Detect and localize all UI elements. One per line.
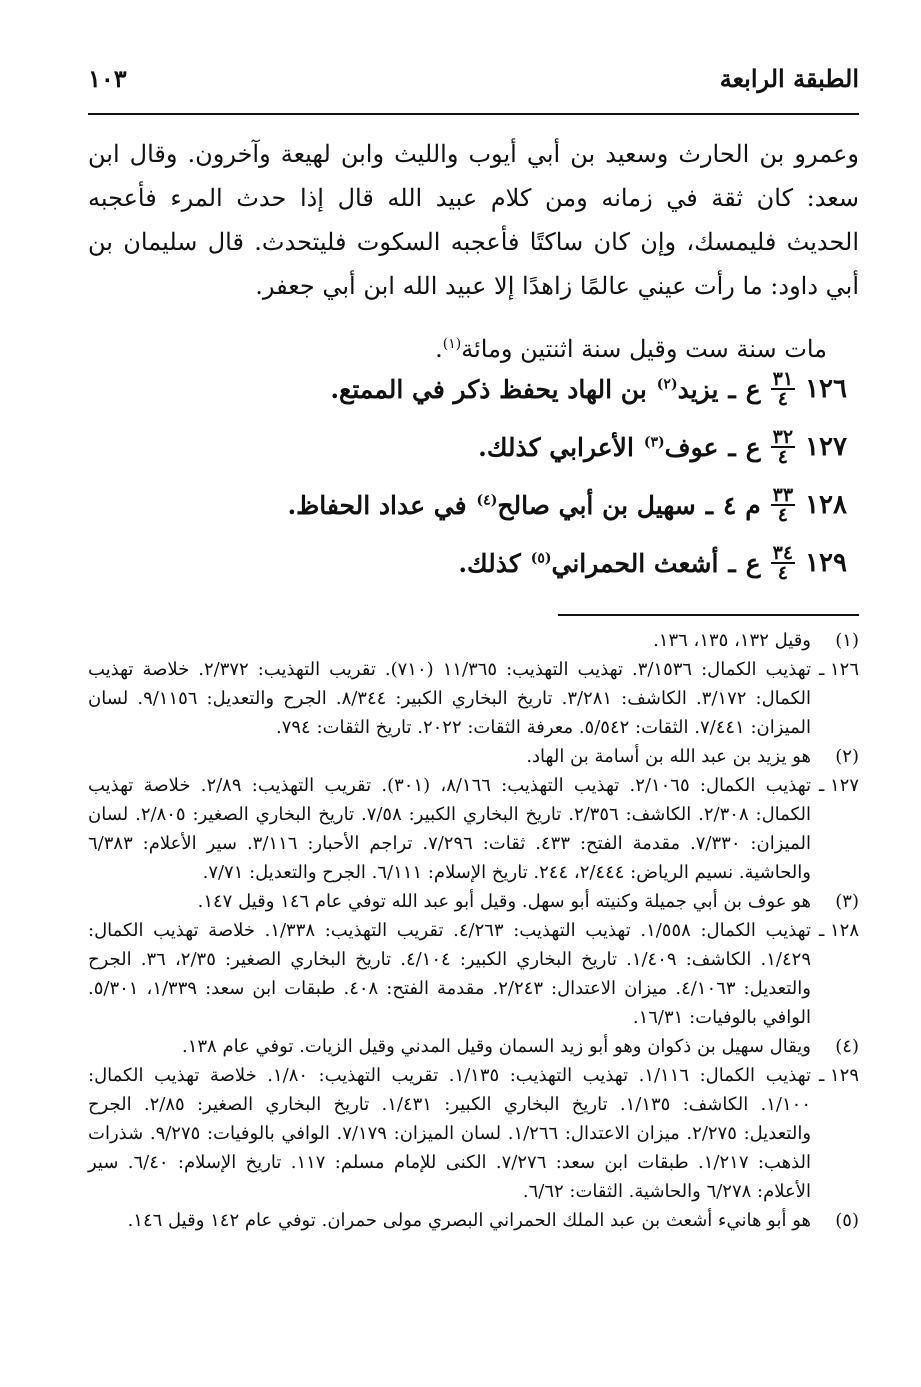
footnote [88, 742, 859, 771]
header-divider [88, 113, 859, 115]
source-note [88, 916, 859, 1032]
entry-code: ع [745, 432, 761, 462]
entry-dash: ـ [728, 374, 736, 404]
fraction-bottom: ٤ [777, 446, 788, 468]
entry-rest: في عداد الحفاظ. [287, 490, 467, 520]
footnote-text: وقيل ١٣٢، ١٣٥، ١٣٦. [653, 630, 811, 651]
footnote-ref: (١) [442, 336, 462, 352]
footnote [88, 626, 859, 655]
entry-rest: بن الهاد يحفظ ذكر في الممتع. [330, 374, 647, 404]
entry-name: يزيد [677, 374, 719, 404]
source-note [88, 655, 859, 742]
entry-fraction [771, 486, 795, 524]
footnote-ref: (٢) [656, 376, 678, 393]
source-note [88, 1061, 859, 1206]
narrator-entry [88, 476, 859, 534]
death-line-text: مات سنة ست وقيل سنة اثنتين ومائة [461, 335, 827, 363]
footnote-divider [558, 614, 859, 616]
entry-fraction [771, 428, 795, 466]
footnote-text: هو أبو هانيء أشعث بن عبد الملك الحمراني البصري مولى حمران. توفي عام ١٤٢ وقيل ١٤٦. [127, 1210, 811, 1231]
fraction-bottom: ٤ [777, 388, 788, 410]
page-header [88, 58, 859, 98]
entries-list [88, 360, 859, 592]
footnote [88, 887, 859, 916]
source-label: ١٢٧ ـ [818, 775, 859, 796]
entry-number: ١٢٧ [805, 432, 847, 462]
fraction-top: ٣٤ [772, 542, 794, 564]
footnote-label: (٥) [835, 1210, 859, 1231]
chapter-title: الطبقة الرابعة [719, 63, 859, 93]
footnote-text: هو عوف بن أبي جميلة وكنيته أبو سهل. وقيل أبو عبد الله توفي عام ١٤٦ وقيل ١٤٧. [197, 891, 811, 912]
entry-number: ١٢٨ [805, 490, 847, 520]
narrator-entry [88, 360, 859, 418]
footnote-label: (٢) [835, 746, 859, 767]
source-text: تهذيب الكمال: ١/٥٥٨. تهذيب التهذيب: ٤/٢٦٣. تقريب التهذيب: ١/٣٣٨. خلاصة تهذيب الكمال: ١/٤٢٩. الكاشف: ١/٤٠٩. تاريخ البخاري الكبير: ٤/١٠٤. تاريخ البخاري الصغير: ٢/٣٥، ٣٦. الجرح والتعديل: ٤/١٠٦٣. ميزان الاعتدال: ٢/٢٤٣. مقدمة الفتح: ٤٠٨. طبقات ابن سعد: ١/٣٣٩، ٥/٣٠١. الوافي بالوفيات: ١٦/٣١. [88, 920, 811, 1028]
footnote [88, 1206, 859, 1235]
narrator-entry [88, 418, 859, 476]
source-text: تهذيب الكمال: ٢/١٠٦٥. تهذيب التهذيب: ٨/١٦٦، (٣٠١). تقريب التهذيب: ٢/٨٩. خلاصة تهذيب الكمال: ٢/٣٠٨. الكاشف: ٢/٣٥٦. تاريخ البخاري الكبير: ٧/٥٨. تاريخ البخاري الصغير: ٢/٨٠٥. لسان الميزان: ٧/٣٣٠. مقدمة الفتح: ٤٣٣. ثقات: ٧/٢٩٦. تراجم الأحبار: ٣/١١٦. سير الأعلام: ٦/٣٨٣ والحاشية. نسيم الرياض: ٢/٤٤٤، ٢٤٤. تاريخ الإسلام: ٦/١١١. الجرح والتعديل: ٧/٧١. [88, 775, 812, 883]
main-text [88, 132, 859, 371]
entry-name: أشعث الحمراني [551, 548, 719, 578]
source-label: ١٢٨ ـ [818, 920, 859, 941]
source-note [88, 771, 859, 887]
footnote-ref: (٤) [476, 492, 498, 509]
entry-code: ع [745, 374, 761, 404]
biography-paragraph: وعمرو بن الحارث وسعيد بن أبي أيوب والليث وابن لهيعة وآخرون. وقال ابن سعد: كان ثقة في زمانه ومن كلام عبيد الله قال إذا حدث المرء فأعجبه الحديث فليمسك، وإن كان ساكتًا فأعجبه السكوت فليتحدث. قال سليمان بن أبي داود: ما رأت عيني عالمًا زاهدًا إلا عبيد الله ابن أبي جعفر. [88, 140, 859, 300]
footnote-ref: (٥) [530, 550, 552, 567]
entry-code: ع [745, 548, 761, 578]
entry-fraction [771, 370, 795, 408]
entry-fraction [771, 544, 795, 582]
page-number: ١٠٣ [88, 63, 127, 93]
entry-rest: الأعرابي كذلك. [478, 432, 634, 462]
entry-rest: كذلك. [458, 548, 521, 578]
entry-code: م ٤ [723, 490, 761, 520]
source-text: تهذيب الكمال: ٣/١٥٣٦. تهذيب التهذيب: ١١/٣٦٥ (٧١٠). تقريب التهذيب: ٢/٣٧٢. خلاصة تهذيب الكمال: ٣/١٧٢. الكاشف: ٣/٢٨١. تاريخ البخاري الكبير: ٨/٣٤٤. الجرح والتعديل: ٩/١١٥٦. لسان الميزان: ٧/٤٤١. الثقات: ٥/٥٤٢. معرفة الثقات: ٢٠٢٢. تاريخ الثقات: ٧٩٤. [88, 659, 812, 738]
footnotes [88, 626, 859, 1235]
entry-dash: ـ [728, 432, 736, 462]
footnote [88, 1032, 859, 1061]
footnote-label: (١) [835, 630, 859, 651]
source-text: تهذيب الكمال: ١/١١٦. تهذيب التهذيب: ١/١٣٥. تقريب التهذيب: ١/٨٠. خلاصة تهذيب الكمال: ١/١٠٠. الكاشف: ١/١٣٥. تاريخ البخاري الكبير: ١/٤٣١. تاريخ البخاري الصغير: ٢/٨٥. الجرح والتعديل: ٢/٢٧٥. ميزان الاعتدال: ١/٢٦٦. لسان الميزان: ٧/١٧٩. الوافي بالوفيات: ٩/٢٧٥. شذرات الذهب: ١/٢١٧. طبقات ابن سعد: ٧/٢٧٦. الكنى للإمام مسلم: ١١٧. تاريخ الإسلام: ٦/٤٠. سير الأعلام: ٦/٢٧٨ والحاشية. الثقات: ٦/٦٢. [88, 1065, 812, 1202]
entry-number: ١٢٩ [805, 548, 847, 578]
entry-dash: ـ [728, 548, 736, 578]
fraction-top: ٣١ [772, 368, 794, 390]
fraction-top: ٣٣ [772, 484, 794, 506]
source-label: ١٢٦ ـ [818, 659, 859, 680]
entry-dash: ـ [705, 490, 714, 520]
footnote-label: (٣) [835, 891, 859, 912]
fraction-top: ٣٢ [772, 426, 794, 448]
fraction-bottom: ٤ [777, 562, 788, 584]
entry-number: ١٢٦ [805, 374, 847, 404]
narrator-entry [88, 534, 859, 592]
source-label: ١٢٩ ـ [818, 1065, 859, 1086]
footnote-text: ويقال سهيل بن ذكوان وهو أبو زيد السمان وقيل المدني وقيل الزيات. توفي عام ١٣٨. [181, 1036, 811, 1057]
footnote-ref: (٣) [643, 434, 665, 451]
entry-name: عوف [664, 432, 719, 462]
footnote-label: (٤) [835, 1036, 859, 1057]
entry-name: سهيل بن أبي صالح [497, 490, 696, 520]
death-line-end: . [435, 335, 443, 363]
fraction-bottom: ٤ [777, 504, 788, 526]
footnote-text: هو يزيد بن عبد الله بن أسامة بن الهاد. [526, 746, 811, 767]
